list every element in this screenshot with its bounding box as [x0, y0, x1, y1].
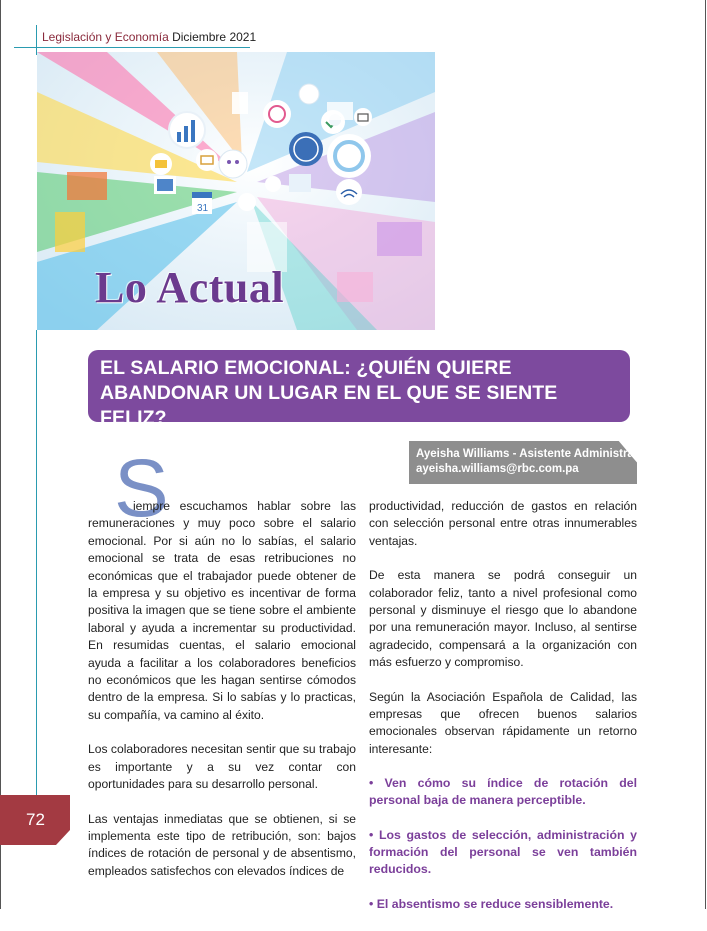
- paragraph: Las ventajas inmediatas que se obtienen, si se implementa este tipo de retribución, son: bajos índices de rotación de personal y de absentismo, empleados satisfechos con elevados índices de: [88, 811, 356, 878]
- paragraph: Los colaboradores necesitan sentir que su trabajo es importante y a su vez contar con oportunidades para su desarrollo personal.: [88, 742, 356, 792]
- running-head-date: Diciembre 2021: [172, 30, 257, 44]
- hero-image: [37, 52, 435, 330]
- paragraph: productividad, reducción de gastos en relación con selección personal entre otras innumerables ventajas.: [369, 499, 637, 548]
- bullet-item: • Ven cómo su índice de rotación del personal baja de manera perceptible.: [369, 776, 637, 808]
- article-title-line-1: EL SALARIO EMOCIONAL: ¿QUIÉN QUIERE: [100, 357, 512, 379]
- bullet-item: • Los gastos de selección, administración y formación del personal se ven también reducidos.: [369, 828, 637, 877]
- bullet-item: • El absentismo se reduce sensiblemente.: [369, 897, 614, 912]
- author-email: ayeisha.williams@rbc.com.pa: [416, 463, 579, 475]
- margin-vertical-rule: [36, 330, 37, 795]
- article-title: [100, 356, 625, 431]
- running-head: [42, 30, 256, 44]
- page-border-left: [0, 0, 1, 909]
- paragraph: Según la Asociación Española de Calidad, las empresas que ofrecen buenos salarios emocionales observan rápidamente un retorno interesante:: [369, 689, 637, 756]
- author-name: Ayeisha Williams - Asistente Administrativa: [416, 448, 654, 460]
- article-column-left: [88, 498, 356, 897]
- paragraph: De esta manera se podrá conseguir un colaborador feliz, tanto a nivel profesional como personal y disminuye el riesgo que lo abandone por una remuneración mayor. Incluso, al sentirse agradecido, compensará a la organización con más esfuerzo y compromiso.: [369, 568, 637, 670]
- header-vertical-rule: [36, 25, 37, 55]
- paragraph: iempre escuchamos hablar sobre las remuneraciones y muy poco sobre el salario emocional. Por si aún no lo sabías, el salario emocional se trata de esas retribuciones no económicas que el trabajador puede obtener de la empresa y su objetivo es incentivar de forma positiva la imagen que se tiene sobre el ambiente laboral y ayuda a incrementar su productividad. En resumidas cuentas, el salario emocional ayuda a facilitar a los colaboradores beneficios no económicos que les hagan sentirse cómodos dentro de la empresa. Si lo sabías y lo practicas, su compañía, va camino al éxito.: [88, 499, 356, 722]
- section-title: Lo Actual: [95, 263, 285, 312]
- calendar-day: 31: [197, 203, 209, 214]
- header-rule: [14, 47, 250, 48]
- drop-cap: S: [114, 443, 169, 534]
- page-border-right: [705, 0, 706, 909]
- running-head-section: Legislación y Economía: [42, 30, 169, 44]
- article-title-line-2: ABANDONAR UN LUGAR EN EL QUE SE SIENTE FELIZ?: [100, 382, 558, 429]
- page-number: 72: [26, 810, 45, 829]
- article-column-right: [369, 498, 637, 931]
